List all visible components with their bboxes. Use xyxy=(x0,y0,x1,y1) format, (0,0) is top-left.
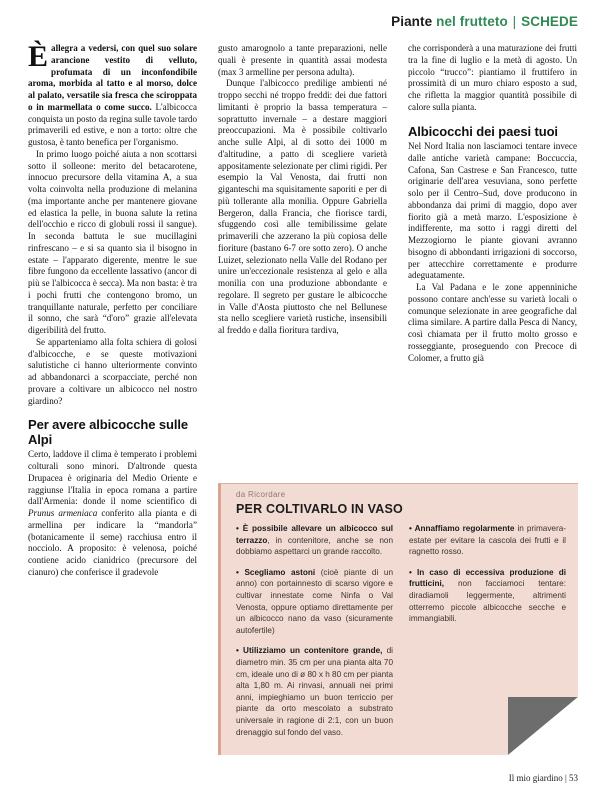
sidebar-bullet-bold: • Utilizziamo un contenitore grande, xyxy=(236,646,383,656)
section-heading-local: Albicocchi dei paesi tuoi xyxy=(408,123,558,139)
paragraph-ripening: che corrisponderà a una maturazione dei frutti tra la fine di luglio e la metà di agosto. Un piccolo “trucco”: piantiamo il fruttifero in prossimità di un muro chiaro esposto a sud, che rifletta la maggior quantità possibile di calore sulla pianta. xyxy=(408,43,577,112)
column-three xyxy=(408,43,577,364)
sidebar-bullet-rest: non facciamoci tentare: diradiamoli leggermente, altrimenti otterremo piccole albicocche secche e immangiabili. xyxy=(409,579,566,624)
sidebar-bullet-rest: di diametro min. 35 cm per una pianta alta 70 cm, ideale uno di ø 80 x h 80 cm per pianta alta 1,80 m. Ai rinvasi, annuali nei primi anni, impieghiamo un buon terriccio per piante da orto mescolato a substrato universale in ragione di 2:1, con un buon drenaggio sul fondo del vaso. xyxy=(236,646,394,737)
sidebar-bullet-rest: (cioè piante di un anno) con portainnesto di scarso vigore e cultivar innestate come Ninfa o Val Venosta, oppure optiamo direttamente per un albicocco nano da vaso (sicuramente autofertile) xyxy=(236,567,393,635)
sidebar-bullet-bold: • Annaffiamo regolarmente xyxy=(409,524,515,533)
sidebar-bullet-rest: , in contenitore, anche se non dobbiamo aspettarci un grande raccolto. xyxy=(236,535,393,557)
sidebar-title: PER COLTIVARLO IN VASO xyxy=(236,502,403,516)
intro-rest: L'albicocca conquista un posto da regina sulle tavole tardo primaverili ed estive, e non a torto: oltre che gustosa, è tanto benefica per l'organismo. xyxy=(28,101,197,147)
sidebar-bullet xyxy=(236,567,393,637)
sidebar-top-rule xyxy=(218,483,578,484)
column-two xyxy=(218,43,387,337)
paragraph-varieties: Dunque l'albicocco predilige ambienti né troppo secchi né troppo freddi: dei due fattori limitanti è proprio la bassa temperatura – soprattutto invernale – a destare maggiori preoccupazioni. Ma è possibile coltivarlo anche sulle Alpi, al di sotto dei 1000 m d'altitudine, a patto di scegliere varietà appositamente selezionate per climi rigidi. Per esempio la Val Venosta, dai frutti non giganteschi ma squisitamente saporiti e per di più tollerante alla monilia. Oppure Gabriella Bergeron, dalla Francia, che fiorisce tardi, sfuggendo così alle temibilissime gelate primaverili che azzerano la più copiosa delle fioriture (bastano 6-7 ore sotto zero). O anche Luizet, selezionato nella Valle del Rodano per unire un'eccezionale resistenza al gelo e alla monilia con una produzione abbondante e regolare. Il segreto per gustare le albicocche in Valle d'Aosta piuttosto che nel Bellunese sta nello scegliere varietà rustiche, insensibili al freddo e dalla fioritura tardiva, xyxy=(218,78,387,335)
running-head-word1: Piante xyxy=(391,14,433,29)
paragraph-southern-varieties: Nel Nord Italia non lasciamoci tentare invece dalle antiche varietà campane: Boccuccia, Cafona, San Castrese e San Francesco, tutte originarie dell'area vesuviana, sono perfette solo per il Centro–Sud, dove producono in abbondanza dai primi di maggio, dopo aver fiorito già a metà marzo. L'esposizione è indifferente, ma sotto i raggi diretti del Mezzogiorno le piante giovani avranno bisogno di abbondanti irrigazioni di soccorso, per attecchire correttamente e produrre adeguatamente. xyxy=(408,141,577,281)
paragraph-origin xyxy=(28,449,197,578)
sidebar-bullet xyxy=(409,523,566,558)
sidebar-column-one xyxy=(236,523,393,747)
paragraph-health-benefits: In primo luogo poiché aiuta a non scottarsi sotto il solleone: merito del betacarotene, innocuo precursore della vitamina A, a sua volta coinvolta nella produzione di melanina (ma importante anche per mantenere giovane ed elastica la pelle, in buona salute la retina dell'occhio e ricco di globuli rossi il sangue). In seconda battuta le sue mucillagini rinfrescano – e si sa quanto sia il bisogno in estate – l'apparato digerente, mentre le sue fibre fungono da eccellente lassativo (ancor di più se l'albicocca è secca). Ma non basta: è tra i pochi frutti che contengono bromo, un tranquillante naturale, perfetto per conciliare il sonno, che sarà “d'oro” grazie all'elevata digeribilità del frutto. xyxy=(28,148,197,335)
paragraph-bitter-taste: gusto amarognolo a tante preparazioni, nelle quali è presente in quantità assai modesta (max 3 armelline per persona adulta). xyxy=(218,43,387,77)
running-head-word2: nel frutteto xyxy=(436,14,508,29)
species-name: Prunus armeniaca xyxy=(28,508,98,518)
sidebar-bullet-bold: • È possibile allevare un albicocco sul terrazzo xyxy=(236,524,393,545)
running-head-separator: | xyxy=(512,14,517,29)
paragraph-po-valley: La Val Padana e le zone appenniniche possono contare anch'esse su varietà locali o comunque selezionate in aree geografiche dal clima similare. A partire dalla Pesca di Nancy, così chiamata per il frutto molto grosso e rosseggiante, proseguendo con Precoce di Colomer, a frutto già xyxy=(408,282,577,363)
folded-corner-mask xyxy=(508,697,578,755)
drop-cap: È xyxy=(28,40,49,73)
lead-text: allegra a vedersi, con quel suo solare arancione vestito di velluto, profumata di un inconfondibile aroma, morbida al tatto e al morso, dolce al palato, versatile sia fresca che sciroppata o in marmellata o come succo. xyxy=(28,43,197,112)
paragraph-invitation: Se apparteniamo alla folta schiera di golosi d'albicocche, e se queste motivazioni salutistiche ci hanno ulteriormente convinto ad abbandonarci a scorpacciate, perché non provare a coltivare un albicocco nel nostro giardino? xyxy=(28,336,197,406)
sidebar-bullet xyxy=(236,645,393,738)
running-head-word3: SCHEDE xyxy=(521,14,578,29)
sidebar-bullet-bold: • In caso di eccessiva produzione di frutticini, xyxy=(409,567,566,589)
sidebar-bullet-bold: • Scegliamo astoni xyxy=(236,567,316,577)
paragraph-intro xyxy=(28,40,197,149)
origin-part-b: conferito alla pianta e di armellina per indicare la “mandorla” (botanicamente il seme) racchiusa entro il nocciolo. A proposito: è velenosa, poiché contiene acido cianidrico (precursore del cianuro) che conferisce il gradevole xyxy=(28,508,197,577)
page-footer: Il mio giardino | 53 xyxy=(508,773,578,783)
section-heading-alps: Per avere albicocche sulle Alpi xyxy=(28,417,188,447)
column-one xyxy=(28,40,197,579)
sidebar-bullet xyxy=(409,567,566,625)
sidebar-bullet xyxy=(236,523,393,558)
sidebar-column-two xyxy=(409,523,566,634)
sidebar-bullet-rest: in primavera-estate per evitare la cascola dei frutti e il ragnetto rosso. xyxy=(409,524,566,557)
sidebar-kicker: da Ricordare xyxy=(236,490,286,499)
sidebar-box xyxy=(218,483,578,755)
origin-part-a: Certo, laddove il clima è temperato i problemi colturali sono minori. D'altronde questa Drupacea è originaria del Medio Oriente e raggiunse l'Italia in epoca romana a partire dall'Armenia: donde il nome scientifico di xyxy=(28,449,197,507)
running-head xyxy=(391,14,578,29)
sidebar-left-rule xyxy=(218,483,221,755)
